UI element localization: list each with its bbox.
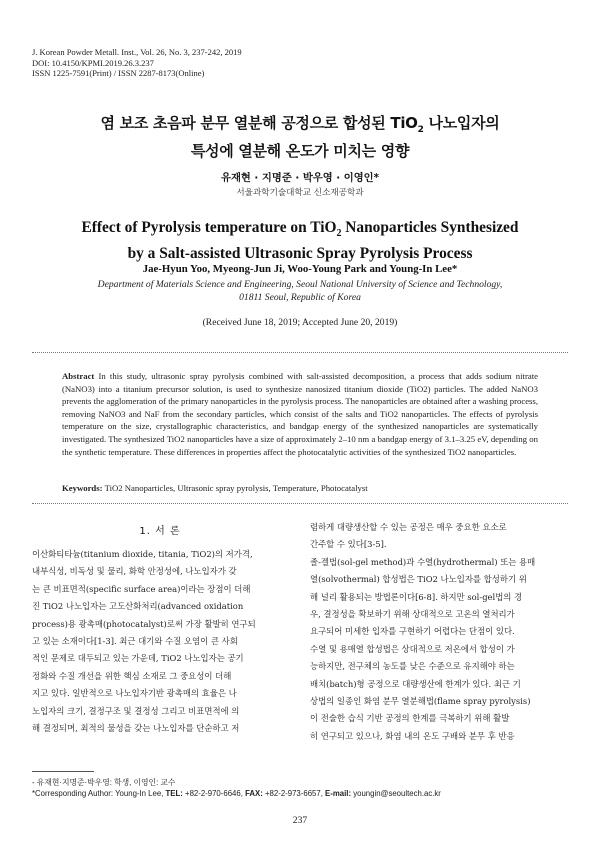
right-column-line: 상법의 일종인 화염 분무 열분해법(flame spray pyrolysis)	[310, 696, 531, 707]
left-column-line: process)용 광촉매(photocatalyst)로써 가장 활발히 연구되	[32, 618, 256, 629]
left-column-line: 해 결정되며, 최적의 물성을 갖는 나노입자를 단순하고 저	[32, 723, 240, 734]
journal-issn: ISSN 1225-7591(Print) / ISSN 2287-8173(Online)	[32, 68, 205, 79]
left-column-line: 고 있는 소재이다[1-3]. 최근 대기와 수질 오염이 큰 사회	[32, 636, 238, 647]
keywords-label: Keywords:	[62, 483, 103, 493]
keywords-text: TiO2 Nanoparticles, Ultrasonic spray pyrolysis, Temperature, Photocatalyst	[104, 483, 368, 493]
korean-authors: 유재현 · 지명준 · 박우영 · 이영인*	[221, 172, 379, 184]
keywords	[62, 483, 538, 493]
english-authors: Jae-Hyun Yoo, Myeong-Jun Ji, Woo-Young Park and Young-In Lee*	[142, 263, 458, 275]
korean-affiliation: 서울과학기술대학교 신소재공학과	[236, 188, 364, 198]
english-title: Effect of Pyrolysis temperature on TiO$_2$ Nanoparticles Synthesized by a Salt-assisted Ultrasonic Spray Pyrolysis Process	[81, 219, 519, 263]
received-dates: (Received June 18, 2019; Accepted June 20, 2019)	[202, 317, 398, 328]
section-heading: 1. 서 론	[139, 526, 181, 537]
page-number: 237	[292, 815, 308, 826]
left-column-line: 적인 문제로 대두되고 있는 가운데, TiO2 나노입자는 공기	[32, 653, 244, 664]
english-affiliation: Department of Materials Science and Engineering, Seoul National University of Science and Technology, 01811 Seoul, Republic of Korea	[97, 279, 503, 303]
left-column-line: 는 큰 비표면적(specific surface area)이라는 장점이 더해	[32, 583, 251, 594]
email-link[interactable]: youngin@seoultech.ac.kr	[351, 789, 441, 798]
right-column-line: 졸-겔법(sol-gel method)과 수열(hydrothermal) 또는 용매	[310, 556, 536, 567]
abstract-bottom-rule	[32, 503, 568, 504]
abstract-top-rule	[32, 352, 568, 353]
right-column-line: 열(solvothermal) 합성법은 TiO2 나노입자를 합성하기 위	[310, 574, 527, 585]
right-column-line: 요구되어 미세한 입자를 구현하기 어렵다는 단점이 있다.	[310, 626, 515, 637]
right-column-line: 배치(batch)형 공정으로 대량생산에 한계가 있다. 최근 기	[310, 678, 521, 689]
korean-title: 염 보조 초음파 분무 열분해 공정으로 합성된 TiO$_2$ 나노입자의 특성에 열분해 온도가 미치는 영향	[100, 114, 500, 160]
journal-citation: J. Korean Powder Metall. Inst., Vol. 26, No. 3, 237-242, 2019	[32, 47, 242, 57]
abstract	[62, 370, 538, 458]
left-column-line: 노입자의 크기, 결정구조 및 결정성 그리고 비표면적에 의	[32, 705, 240, 716]
left-column-line: 내부식성, 비독성 및 물리, 화학 안정성에, 나노입자가 갖	[32, 566, 237, 577]
journal-doi: DOI: 10.4150/KPMI.2019.26.3.237	[32, 57, 154, 68]
footnote-roles: - 유재현·지명준·박우영: 학생, 이영인: 교수	[32, 778, 176, 787]
abstract-label: Abstract	[62, 371, 95, 381]
left-column	[32, 546, 290, 737]
left-column-line: 진 TiO2 나노입자는 고도산화처리(advanced oxidation	[32, 601, 244, 612]
left-column-line: 지고 있다. 일반적으로 나노입자기반 광촉매의 효율은 나	[32, 688, 237, 699]
abstract-body: In this study, ultrasonic spray pyrolysis combined with salt-assisted decomposition, a process that adds sodium nitrate (NaNO3) into a titanium precursor solution, is used to synthesize nanosized titanium dioxide (TiO2) particles. The added NaNO3 prevents the agglomeration of the primary nanoparticles in the pyrolysis process. The nanoparticles are obtained after a washing process, removing NaNO3 and NaF from the secondary particles, which consist of the salts and TiO2 nanoparticles. The effects of pyrolysis temperature on the size, crystallographic characteristics, and bandgap energy of the synthesized nanoparticles are systematically investigated. The synthesized TiO2 nanoparticles have a size of approximately 2–10 nm a bandgap energy of 3.1–3.25 eV, depending on the synthetic temperature. These differences in properties affect the photocatalytic activities of the synthesized TiO2 nanoparticles.	[62, 371, 538, 457]
right-column-line: 능하지만, 전구체의 농도를 낮은 수준으로 유지해야 하는	[310, 661, 515, 672]
journal-header	[32, 47, 242, 79]
right-column-line: 이 전술한 습식 기반 공정의 한계를 극복하기 위해 활발	[310, 713, 510, 724]
footnote-corresponding: *Corresponding Author: Young-In Lee, TEL: +82-2-970-6646, FAX: +82-2-973-6657, E-mail: youngin@seoultech.ac.kr	[32, 789, 441, 798]
left-column-line: 이산화티타늄(titanium dioxide, titania, TiO2)의 저가격,	[32, 549, 253, 559]
right-column-line: 우, 결정성을 확보하기 위해 상대적으로 고온의 열처리가	[310, 609, 515, 620]
right-column-line: 간주할 수 있다[3-5].	[310, 539, 387, 550]
right-column-line: 렴하게 대량생산할 수 있는 공정은 매우 중요한 요소로	[310, 522, 507, 532]
footnote-rule	[32, 771, 94, 772]
right-column-line: 히 연구되고 있으나, 화염 내의 온도 구배와 분무 후 반응	[310, 730, 515, 741]
right-column	[310, 519, 568, 745]
right-column-line: 해 널리 활용되는 방법론이다[6-8]. 하지만 sol-gel법의 경	[310, 591, 523, 602]
left-column-line: 정화와 수질 개선을 위한 핵심 소재로 그 중요성이 더해	[32, 670, 232, 681]
right-column-line: 수열 및 용매열 합성법은 상대적으로 저온에서 합성이 가	[310, 643, 515, 654]
